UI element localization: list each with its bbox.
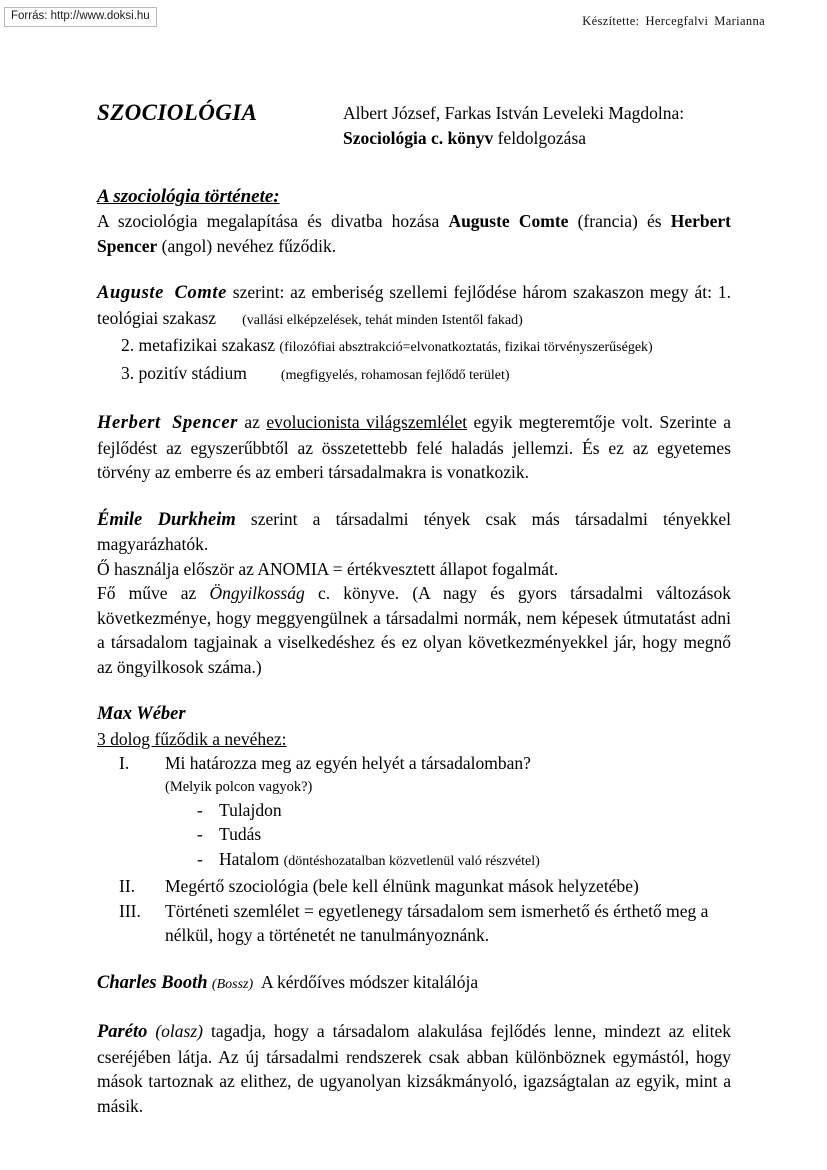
weber-name-text: Max Wéber xyxy=(97,704,186,724)
byline-book-title: Szociológia c. könyv xyxy=(343,128,494,148)
durkheim-line1: szerint a társadalmi tények csak más társadalmi tényekkel magyarázhatók. xyxy=(97,508,731,554)
weber-subheading-text: 3 dolog fűződik a nevéhez: xyxy=(97,728,287,749)
durkheim-book-title: Öngyilkosság xyxy=(209,583,305,603)
weber-item-1-text: Mi határozza meg az egyén helyét a társadalomban? xyxy=(165,753,531,773)
weber-item-2 xyxy=(97,874,731,899)
comte-phase-2 xyxy=(97,333,731,361)
weber-item-3-numeral: III. xyxy=(119,900,141,921)
spacer xyxy=(97,258,731,280)
weber-subheading xyxy=(97,727,731,752)
comte-phase2-label: 2. metafizikai szakasz xyxy=(121,335,276,355)
weber-item-1-numeral: I. xyxy=(119,753,130,773)
comte-name: Auguste Comte xyxy=(97,283,227,303)
pareto-alias: (olasz) xyxy=(155,1021,203,1041)
comte-phase-3 xyxy=(97,361,731,389)
durkheim-paragraph-1 xyxy=(97,507,731,557)
spencer-underlined-term: evolucionista világszemlélet xyxy=(266,412,468,432)
spacer xyxy=(97,388,731,410)
history-intro-part3: (angol) nevéhez fűződik. xyxy=(157,235,337,256)
byline-tail: feldolgozása xyxy=(493,128,587,148)
byline-authors: Albert József, Farkas István Leveleki Magdolna: xyxy=(343,103,685,123)
spencer-paragraph xyxy=(97,410,731,485)
history-intro-part1: A szociológia megalapítása és divatba hozása xyxy=(97,211,449,231)
durkheim-line3-post: c. könyve. (A nagy és gyors társadalmi változások következménye, hogy meggyengülnek a társadalmi normák, nem képesek útmutatást adni a társadalom tagjainak a viselkedéshez és ez olyan következményekkel jár, hogy megnő az öngyilkosok száma.) xyxy=(97,583,731,677)
weber-subitem-1-label: Tulajdon xyxy=(219,799,282,820)
comte-body: szerint: az emberiség szellemi fejlődése három szakaszon megy át: 1. teológiai szakasz xyxy=(97,282,731,328)
dash-bullet-icon: - xyxy=(197,799,203,820)
durkheim-paragraph-2 xyxy=(97,581,731,679)
weber-subitem-1 xyxy=(97,798,731,823)
booth-alias: (Bossz) xyxy=(211,976,254,992)
comte-phase3-label: 3. pozitív stádium xyxy=(121,362,247,383)
weber-subitem-2-label: Tudás xyxy=(219,824,262,844)
comte-phase1-note: (vallási elképzelések, tehát minden Istentől fakad) xyxy=(242,312,523,328)
history-intro-part2: (francia) és xyxy=(568,211,671,231)
document-body xyxy=(97,0,731,1118)
spacer xyxy=(97,485,731,507)
history-name-spencer: Herbert Spencer xyxy=(97,211,731,256)
weber-name xyxy=(97,701,731,727)
page-title: SZOCIOLÓGIA xyxy=(97,100,258,125)
spacer xyxy=(97,997,731,1019)
history-name-comte: Auguste Comte xyxy=(448,211,569,231)
history-intro-paragraph xyxy=(97,209,731,258)
weber-subitem-3 xyxy=(97,847,731,875)
durkheim-name: Émile Durkheim xyxy=(97,509,236,530)
weber-item-1-note: (Melyik polcon vagyok?) xyxy=(165,778,313,795)
pareto-paragraph xyxy=(97,1019,731,1118)
weber-item-3 xyxy=(97,899,731,948)
dash-bullet-icon: - xyxy=(197,824,203,844)
weber-subitem-3-note: (döntéshozatalban közvetlenül való részvétel) xyxy=(283,853,540,869)
spacer xyxy=(97,159,731,185)
booth-name: Charles Booth xyxy=(97,972,208,993)
pareto-body: tagadja, hogy a társadalom alakulása fejlődés lenne, mindezt az elitek cseréjében látja. Az új társadalmi rendszerek csak abban különböznek egymástól, hogy mások tartoznak az elithez, de ugyanolyan kizsákmányoló, igazságtalan az egyik, mint a másik. xyxy=(97,1021,731,1116)
weber-subitem-2 xyxy=(97,822,731,847)
weber-item-1 xyxy=(97,751,731,776)
title-block xyxy=(97,99,731,159)
section-heading-history: A szociológia története: xyxy=(97,186,280,207)
booth-body: A kérdőíves módszer kitalálója xyxy=(260,971,479,992)
booth-paragraph xyxy=(97,970,731,998)
comte-paragraph xyxy=(97,280,731,333)
spacer xyxy=(97,679,731,701)
comte-phase2-note: (filozófiai absztrakció=elvonatkoztatás, fizikai törvényszerűségek) xyxy=(279,340,653,355)
author-credit: Készítette: Hercegfalvi Marianna xyxy=(582,14,765,28)
title-byline xyxy=(343,101,733,151)
weber-item-2-numeral: II. xyxy=(119,876,136,896)
spencer-part2: egyik megteremtője volt. Szerinte a fejlődést az egyszerűbbtől az összetettebb felé haladás jellemzi. És ez az egyetemes törvény az emberre és az emberi társadalmakra is vonatkozik. xyxy=(97,412,731,482)
weber-item-3-text: Történeti szemlélet = egyetlenegy társadalom sem ismerhető és érthető meg a nélkül, hogy a történetét ne tanulmányoznánk. xyxy=(165,900,709,945)
dash-bullet-icon: - xyxy=(197,848,203,869)
source-url-box: Forrás: http://www.doksi.hu xyxy=(4,7,157,27)
durkheim-anomia-line: Ő használja először az ANOMIA = értékvesztett állapot fogalmát. xyxy=(97,558,559,579)
pareto-name: Paréto xyxy=(97,1022,148,1042)
weber-item-2-text: Megértő szociológia (bele kell élnünk magunkat mások helyzetébe) xyxy=(165,876,639,896)
spencer-part1: az xyxy=(237,412,267,432)
weber-subitem-3-label: Hatalom xyxy=(219,848,280,869)
durkheim-line3-pre: Fő műve az xyxy=(97,583,210,603)
spacer xyxy=(97,948,731,970)
comte-phase3-note: (megfigyelés, rohamosan fejlődő terület) xyxy=(280,367,510,383)
spencer-name: Herbert Spencer xyxy=(97,413,238,433)
